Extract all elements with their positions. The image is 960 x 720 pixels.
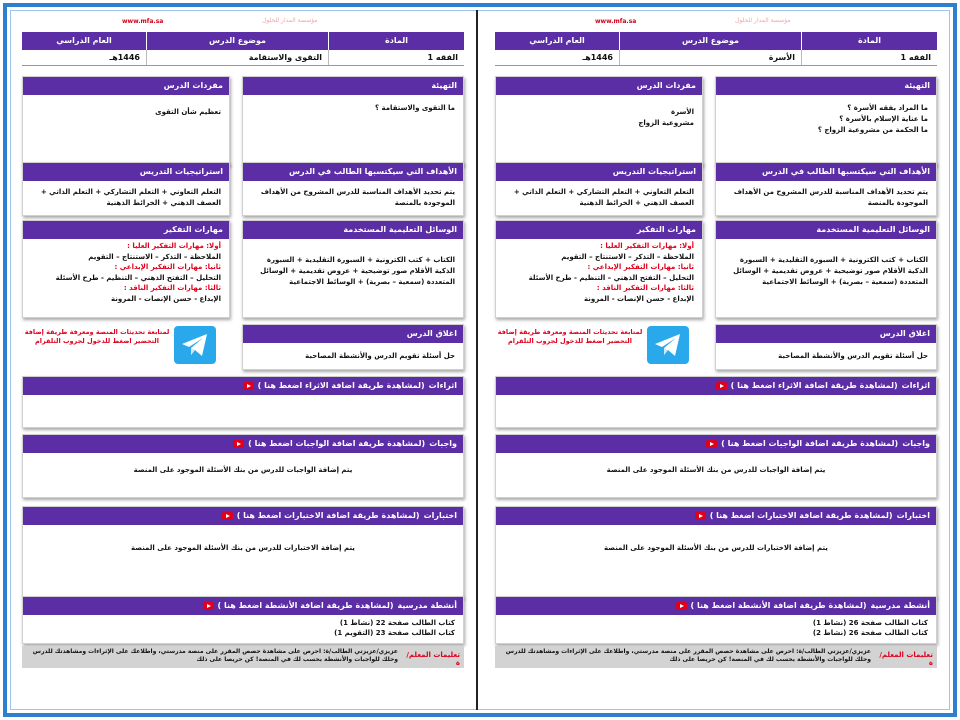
- teacher-notes: [495, 646, 937, 668]
- activities-box: [495, 596, 937, 644]
- activity-1: كتاب الطالب صفحة 26 (نشاط 1): [812, 619, 928, 627]
- homework-box: [22, 434, 464, 498]
- warmup-list: [716, 95, 936, 142]
- thinking-list: [23, 239, 229, 310]
- tools-title: الوسائل التعليمية المستخدمة: [716, 221, 936, 239]
- teacher-notes: [22, 646, 464, 668]
- thinking-higher-text: الملاحظة – التذكر – الاستنتاج – التقويم: [88, 252, 221, 261]
- warmup-box: [242, 76, 464, 166]
- strategies-box: [495, 162, 703, 216]
- thinking-higher-label: أولا: مهارات التفكير العليا :: [600, 242, 694, 250]
- thinking-creative-label: ثانيا: مهارات التفكير الإبداعي :: [587, 263, 694, 271]
- page-topline: [22, 14, 464, 28]
- year-header: العام الدراسي: [56, 36, 112, 45]
- warmup-item: ما التقوى والاستقامة ؟: [374, 104, 455, 112]
- enrichment-bar: [496, 377, 936, 395]
- activity-2: كتاب الطالب صفحة 26 (نشاط 2): [812, 629, 928, 637]
- activities-title: أنشطة مدرسية: [397, 601, 457, 610]
- homework-box: [495, 434, 937, 498]
- closing-title: اغلاق الدرس: [243, 325, 463, 343]
- activities-bar: [23, 597, 463, 615]
- activities-bar: [496, 597, 936, 615]
- tests-box: [495, 506, 937, 598]
- vocab-box: [22, 76, 230, 166]
- topic-value: التقوى والاستقامة: [146, 50, 328, 65]
- vocab-list: [496, 95, 702, 135]
- subject-value: الفقه 1: [801, 50, 937, 65]
- thinking-creative-text: التحليل – التفتح الذهني – التنظيم - طرح الأسئلة: [528, 273, 694, 282]
- activities-list: [23, 615, 463, 644]
- value-row: [495, 50, 937, 66]
- homework-title: واجبات: [429, 439, 457, 448]
- tests-title: اختبارات: [423, 511, 457, 520]
- site-url[interactable]: www.mfa.sa: [595, 18, 637, 25]
- activities-link[interactable]: (لمشاهدة طريقة اضافة الأنشطة اضغط هنا ): [690, 601, 867, 610]
- vocab-item: تعظيم شأن التقوى: [155, 108, 221, 116]
- thinking-creative-text: التحليل – التفتح الذهني – التنظيم - طرح الأسئلة: [55, 273, 221, 282]
- vocab-item: الأسرة: [671, 108, 694, 116]
- strategies-title: استراتيجيات التدريس: [496, 163, 702, 181]
- tools-title: الوسائل التعليمية المستخدمة: [243, 221, 463, 239]
- activities-link[interactable]: (لمشاهدة طريقة اضافة الأنشطة اضغط هنا ): [217, 601, 394, 610]
- homework-bar: [496, 435, 936, 453]
- telegram-button[interactable]: [174, 326, 216, 364]
- youtube-icon[interactable]: [706, 440, 717, 448]
- thinking-box: [22, 220, 230, 318]
- thinking-title: مهارات التفكير: [496, 221, 702, 239]
- warmup-title: التهيئة: [243, 77, 463, 95]
- tests-text: يتم إضافة الاختبارات للدرس من بنك الأسئلة الموجود على المنصة: [604, 544, 828, 552]
- activity-1: كتاب الطالب صفحة 22 (نشاط 1): [339, 619, 455, 627]
- brand-name: مؤسسة المدار للحلول: [262, 17, 318, 24]
- strategies-text: التعلم التعاوني + التعلم التشاركي + التعلم الذاتي + العصف الذهني + الخرائط الذهنية: [513, 188, 694, 207]
- subject-value: الفقه 1: [328, 50, 464, 65]
- activities-list: [496, 615, 936, 644]
- page-topline: [495, 14, 937, 28]
- activities-box: [22, 596, 464, 644]
- vocab-list: [23, 95, 229, 124]
- youtube-icon[interactable]: [695, 512, 706, 520]
- telegram-button[interactable]: [647, 326, 689, 364]
- header-row: [22, 32, 464, 50]
- teacher-notes-text: عزيزي/عزيزتي الطالب/ة: احرص على مشاهدة حصص المقرر على منصة مدرستي، واطلاعك على الإثراءات ومشاهدتك للدرس وحلك للواجبات والأنشطة بحسب لك في المنصة! كن حريصا على ذلك: [505, 648, 871, 663]
- tests-link[interactable]: (لمشاهدة طريقة اضافة الاختبارات اضغط هنا ): [709, 511, 893, 520]
- warmup-title: التهيئة: [716, 77, 936, 95]
- value-row: [22, 50, 464, 66]
- site-url[interactable]: www.mfa.sa: [122, 18, 164, 25]
- enrichment-title: اثراءات: [901, 381, 930, 390]
- youtube-icon[interactable]: [203, 602, 214, 610]
- lesson-plan-page: [495, 14, 937, 674]
- objectives-text: يتم تحديد الأهداف المناسبة للدرس المشروح من الأهداف الموجودة بالمنصة: [733, 188, 928, 207]
- youtube-icon[interactable]: [233, 440, 244, 448]
- thinking-critical-text: الإبداع - حسن الإنصات - المرونة: [583, 294, 694, 303]
- tests-bar: [23, 507, 463, 525]
- warmup-item: ما عناية الإسلام بالأسرة ؟: [839, 115, 928, 123]
- closing-box: [715, 324, 937, 370]
- year-value: 1446هـ: [109, 53, 140, 62]
- thinking-title: مهارات التفكير: [23, 221, 229, 239]
- enrichment-title: اثراءات: [428, 381, 457, 390]
- telegram-icon: [653, 331, 683, 359]
- tests-box: [22, 506, 464, 598]
- vocab-item: مشروعية الزواج: [638, 119, 694, 127]
- brand-name: مؤسسة المدار للحلول: [735, 17, 791, 24]
- telegram-icon: [180, 331, 210, 359]
- topic-header: موضوع الدرس: [146, 32, 328, 50]
- subject-header: المادة: [328, 32, 464, 50]
- objectives-title: الأهداف التي سيكتسبها الطالب في الدرس: [243, 163, 463, 181]
- tools-text: الكتاب + كتب الكترونية + السبورة التقليدية + السبورة الذكية الأقلام صور توضيحية + عروض تقديمية + الوسائل المتعددة (سمعية – بصرية) + الوسائط الاجتماعية: [733, 256, 928, 286]
- youtube-icon[interactable]: [222, 512, 233, 520]
- year-value: 1446هـ: [582, 53, 613, 62]
- homework-text: يتم إضافة الواجبات للدرس من بنك الأسئلة الموجود على المنصة: [606, 466, 826, 474]
- telegram-text[interactable]: لمتابعة تحديثات المنصة ومعرفة طريقة إضافة التحضير اضغط للدخول لجروب التلقرام: [497, 328, 643, 345]
- vocab-box: [495, 76, 703, 166]
- homework-link[interactable]: (لمشاهدة طريقة اضافة الواجبات اضغط هنا ): [248, 439, 426, 448]
- thinking-creative-label: ثانيا: مهارات التفكير الإبداعي :: [114, 263, 221, 271]
- tools-text: الكتاب + كتب الكترونية + السبورة التقليدية + السبورة الذكية الأقلام صور توضيحية + عروض تقديمية + الوسائل المتعددة (سمعية – بصرية) + الوسائط الاجتماعية: [260, 256, 455, 286]
- youtube-icon[interactable]: [243, 382, 254, 390]
- tools-box: [242, 220, 464, 318]
- homework-title: واجبات: [902, 439, 930, 448]
- enrichment-box: [22, 376, 464, 428]
- thinking-critical-text: الإبداع - حسن الإنصات - المرونة: [110, 294, 221, 303]
- header-row: [495, 32, 937, 50]
- closing-box: [242, 324, 464, 370]
- thinking-higher-label: أولا: مهارات التفكير العليا :: [127, 242, 221, 250]
- tools-box: [715, 220, 937, 318]
- activities-title: أنشطة مدرسية: [870, 601, 930, 610]
- thinking-critical-label: ثالثا: مهارات التفكير الناقد :: [123, 284, 221, 292]
- tests-bar: [496, 507, 936, 525]
- homework-bar: [23, 435, 463, 453]
- warmup-item: ما المراد بفقه الأسرة ؟: [847, 104, 928, 112]
- warmup-item: ما الحكمة من مشروعية الزواج ؟: [817, 126, 928, 134]
- subject-header: المادة: [801, 32, 937, 50]
- warmup-list: [243, 95, 463, 120]
- topic-header: موضوع الدرس: [619, 32, 801, 50]
- homework-text: يتم إضافة الواجبات للدرس من بنك الأسئلة الموجود على المنصة: [133, 466, 353, 474]
- lesson-plan-page: [22, 14, 464, 674]
- strategies-box: [22, 162, 230, 216]
- closing-title: اغلاق الدرس: [716, 325, 936, 343]
- teacher-notes-label: تعليمات المعلم/ة: [406, 651, 460, 667]
- activity-2: كتاب الطالب صفحة 23 (التقويم 1): [334, 629, 455, 637]
- closing-text: حل أسئلة تقويم الدرس والأنشطة المصاحبة: [778, 352, 928, 360]
- vocab-title: مفردات الدرس: [23, 77, 229, 95]
- enrichment-link[interactable]: (لمشاهدة طريقة اضافة الاثراء اضغط هنا ): [257, 381, 425, 390]
- tests-link[interactable]: (لمشاهدة طريقة اضافة الاختبارات اضغط هنا ): [236, 511, 420, 520]
- telegram-text[interactable]: لمتابعة تحديثات المنصة ومعرفة طريقة إضافة التحضير اضغط للدخول لجروب التلقرام: [24, 328, 170, 345]
- objectives-text: يتم تحديد الأهداف المناسبة للدرس المشروح من الأهداف الموجودة بالمنصة: [260, 188, 455, 207]
- page-divider: [476, 10, 478, 710]
- homework-link[interactable]: (لمشاهدة طريقة اضافة الواجبات اضغط هنا ): [721, 439, 899, 448]
- objectives-title: الأهداف التي سيكتسبها الطالب في الدرس: [716, 163, 936, 181]
- enrichment-link[interactable]: (لمشاهدة طريقة اضافة الاثراء اضغط هنا ): [730, 381, 898, 390]
- closing-text: حل أسئلة تقويم الدرس والأنشطة المصاحبة: [305, 352, 455, 360]
- objectives-box: [242, 162, 464, 216]
- tests-title: اختبارات: [896, 511, 930, 520]
- vocab-title: مفردات الدرس: [496, 77, 702, 95]
- topic-value: الأسرة: [619, 50, 801, 65]
- enrichment-box: [495, 376, 937, 428]
- youtube-icon[interactable]: [676, 602, 687, 610]
- objectives-box: [715, 162, 937, 216]
- enrichment-bar: [23, 377, 463, 395]
- strategies-text: التعلم التعاوني + التعلم التشاركي + التعلم الذاتي + العصف الذهني + الخرائط الذهنية: [40, 188, 221, 207]
- warmup-box: [715, 76, 937, 166]
- strategies-title: استراتيجيات التدريس: [23, 163, 229, 181]
- thinking-higher-text: الملاحظة – التذكر – الاستنتاج – التقويم: [561, 252, 694, 261]
- year-header: العام الدراسي: [529, 36, 585, 45]
- youtube-icon[interactable]: [716, 382, 727, 390]
- thinking-critical-label: ثالثا: مهارات التفكير الناقد :: [596, 284, 694, 292]
- teacher-notes-label: تعليمات المعلم/ة: [879, 651, 933, 667]
- teacher-notes-text: عزيزي/عزيزتي الطالب/ة: احرص على مشاهدة حصص المقرر على منصة مدرستي، واطلاعك على الإثراءات ومشاهدتك للدرس وحلك للواجبات والأنشطة بحسب لك في المنصة! كن حريصا على ذلك: [32, 648, 398, 663]
- thinking-box: [495, 220, 703, 318]
- tests-text: يتم إضافة الاختبارات للدرس من بنك الأسئلة الموجود على المنصة: [131, 544, 355, 552]
- thinking-list: [496, 239, 702, 310]
